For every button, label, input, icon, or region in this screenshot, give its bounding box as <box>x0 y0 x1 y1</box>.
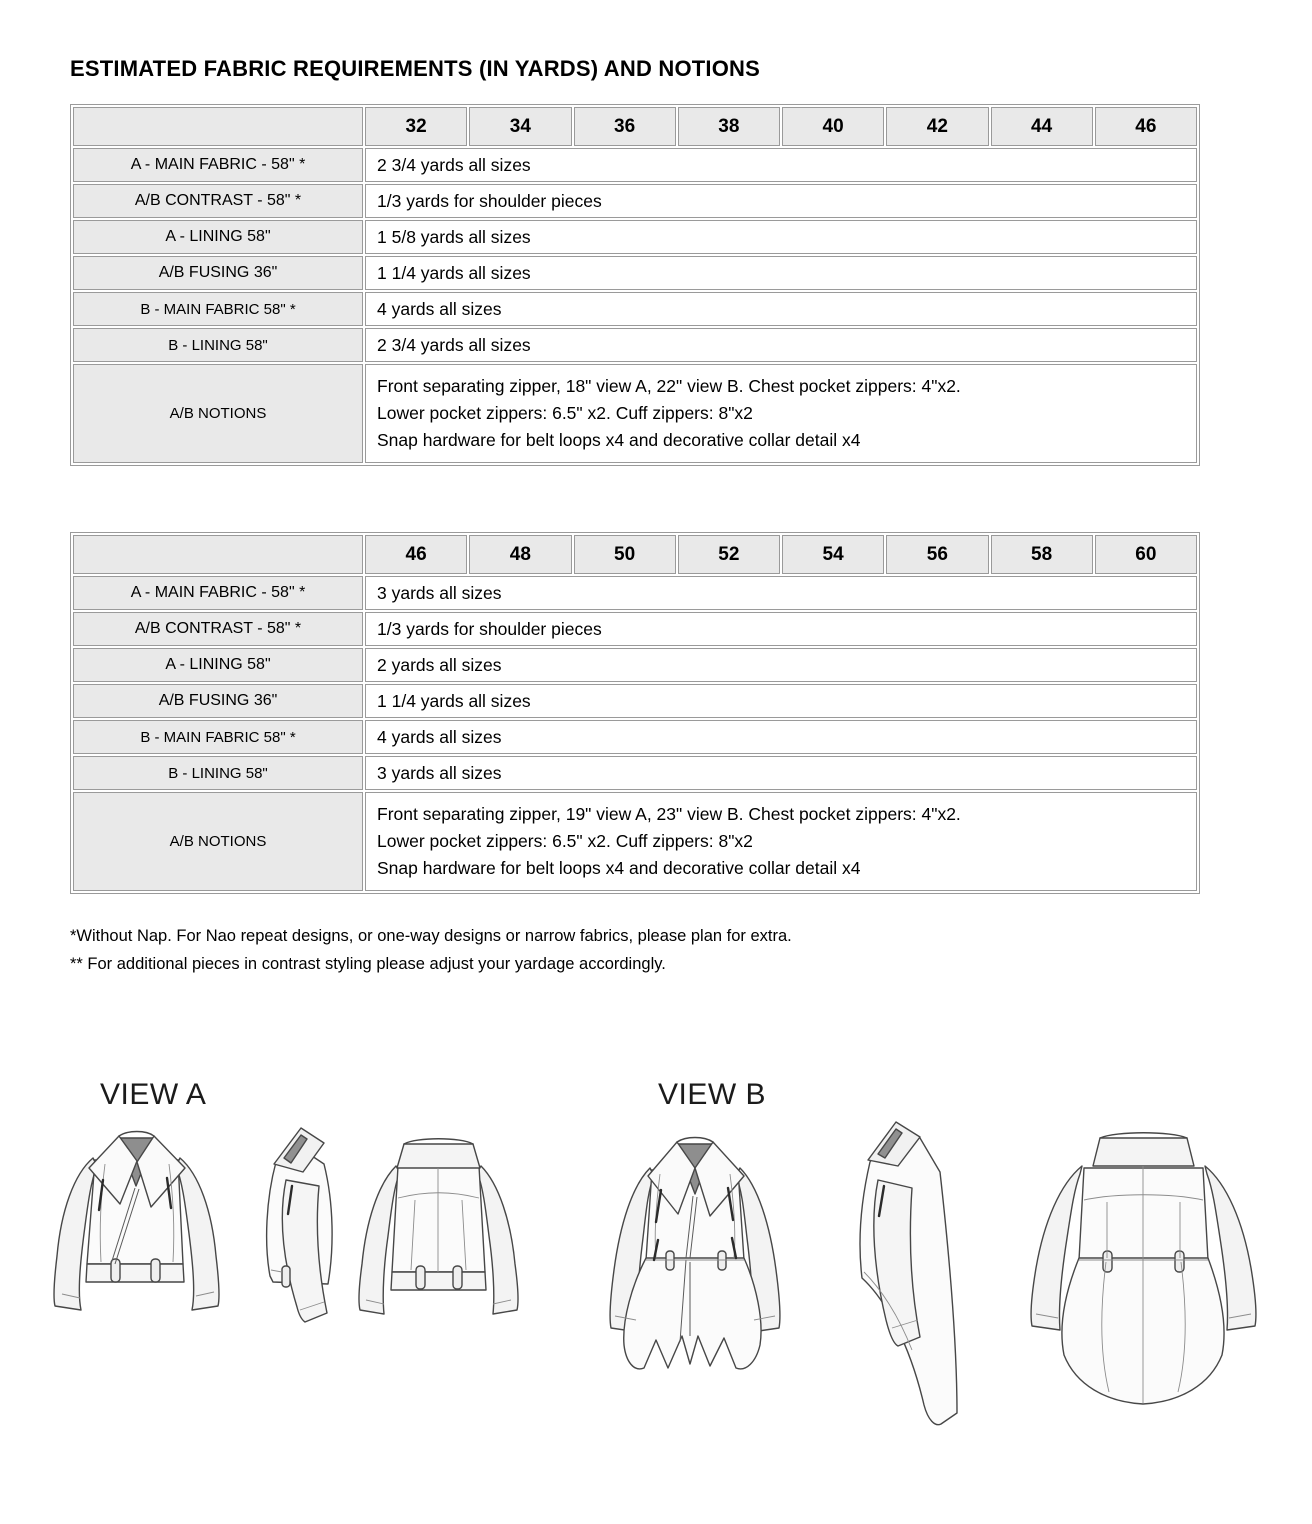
view-b-front-illustration <box>594 1110 799 1425</box>
view-a-side-illustration <box>240 1114 345 1344</box>
corner-cell <box>73 107 363 146</box>
row-label-cell: A - MAIN FABRIC - 58" * <box>73 148 363 182</box>
row-value-cell: 3 yards all sizes <box>365 756 1197 790</box>
size-header-cell: 36 <box>574 107 676 146</box>
notions-line: Lower pocket zippers: 6.5" x2. Cuff zippers: 8"x2 <box>377 831 753 851</box>
size-header-cell: 46 <box>365 535 467 574</box>
view-b-back-illustration <box>996 1110 1291 1410</box>
footnotes <box>70 922 792 978</box>
row-label-cell: A/B FUSING 36" <box>73 684 363 718</box>
view-b-side-illustration <box>828 1110 988 1440</box>
table-row-b-lining <box>73 756 1197 790</box>
table-row-a-lining <box>73 648 1197 682</box>
row-label-cell: B - MAIN FABRIC 58" * <box>73 292 363 326</box>
row-value-cell: 3 yards all sizes <box>365 576 1197 610</box>
row-label-cell: B - LINING 58" <box>73 328 363 362</box>
notions-line: Front separating zipper, 18" view A, 22" view B. Chest pocket zippers: 4"x2. <box>377 376 961 396</box>
size-header-cell: 60 <box>1095 535 1197 574</box>
size-header-cell: 32 <box>365 107 467 146</box>
size-header-cell: 46 <box>1095 107 1197 146</box>
size-header-row <box>73 535 1197 574</box>
row-label-cell: A/B CONTRAST - 58" * <box>73 184 363 218</box>
size-header-cell: 48 <box>469 535 571 574</box>
table-row-a-main-fabric <box>73 576 1197 610</box>
view-a-label: VIEW A <box>100 1078 207 1111</box>
notions-line: Front separating zipper, 19" view A, 23" view B. Chest pocket zippers: 4"x2. <box>377 804 961 824</box>
row-label-cell: A/B FUSING 36" <box>73 256 363 290</box>
size-header-cell: 56 <box>886 535 988 574</box>
table-row-a-lining <box>73 220 1197 254</box>
table-row-ab-contrast <box>73 612 1197 646</box>
row-value-cell: 2 3/4 yards all sizes <box>365 328 1197 362</box>
table-row-ab-contrast <box>73 184 1197 218</box>
fabric-requirements-table-sizes-32-46 <box>70 104 1200 466</box>
row-value-cell: 1 5/8 yards all sizes <box>365 220 1197 254</box>
row-value-cell: 2 3/4 yards all sizes <box>365 148 1197 182</box>
row-label-cell: A/B NOTIONS <box>73 792 363 891</box>
row-label-cell: B - LINING 58" <box>73 756 363 790</box>
size-header-cell: 58 <box>991 535 1093 574</box>
row-value-cell <box>365 364 1197 463</box>
row-value-cell: 4 yards all sizes <box>365 720 1197 754</box>
size-header-cell: 42 <box>886 107 988 146</box>
footnote-without-nap: *Without Nap. For Nao repeat designs, or one-way designs or narrow fabrics, please plan for extra. <box>70 927 792 945</box>
view-a-back-illustration <box>346 1114 531 1342</box>
row-value-cell: 1/3 yards for shoulder pieces <box>365 184 1197 218</box>
notions-line: Snap hardware for belt loops x4 and decorative collar detail x4 <box>377 858 861 878</box>
row-label-cell: A - LINING 58" <box>73 648 363 682</box>
row-value-cell <box>365 792 1197 891</box>
table-row-ab-fusing <box>73 256 1197 290</box>
row-value-cell: 1 1/4 yards all sizes <box>365 256 1197 290</box>
row-label-cell: A - LINING 58" <box>73 220 363 254</box>
row-label-cell: A - MAIN FABRIC - 58" * <box>73 576 363 610</box>
row-value-cell: 1/3 yards for shoulder pieces <box>365 612 1197 646</box>
table-row-b-main-fabric <box>73 720 1197 754</box>
view-a-front-illustration <box>38 1106 238 1346</box>
table-row-b-lining <box>73 328 1197 362</box>
page-title: ESTIMATED FABRIC REQUIREMENTS (IN YARDS) AND NOTIONS <box>70 56 760 81</box>
size-header-cell: 40 <box>782 107 884 146</box>
footnote-contrast-styling: ** For additional pieces in contrast styling please adjust your yardage accordingly. <box>70 955 666 973</box>
size-header-cell: 44 <box>991 107 1093 146</box>
notions-line: Lower pocket zippers: 6.5" x2. Cuff zippers: 8"x2 <box>377 403 753 423</box>
table-row-a-main-fabric <box>73 148 1197 182</box>
row-label-cell: A/B NOTIONS <box>73 364 363 463</box>
row-value-cell: 1 1/4 yards all sizes <box>365 684 1197 718</box>
notions-line: Snap hardware for belt loops x4 and decorative collar detail x4 <box>377 430 861 450</box>
row-value-cell: 2 yards all sizes <box>365 648 1197 682</box>
table-row-ab-notions <box>73 792 1197 891</box>
size-header-cell: 38 <box>678 107 780 146</box>
table-row-ab-fusing <box>73 684 1197 718</box>
row-value-cell: 4 yards all sizes <box>365 292 1197 326</box>
size-header-cell: 52 <box>678 535 780 574</box>
row-label-cell: A/B CONTRAST - 58" * <box>73 612 363 646</box>
table-row-b-main-fabric <box>73 292 1197 326</box>
view-b-label: VIEW B <box>658 1078 767 1111</box>
size-header-cell: 50 <box>574 535 676 574</box>
fabric-requirements-table-sizes-46-60 <box>70 532 1200 894</box>
table-row-ab-notions <box>73 364 1197 463</box>
size-header-row <box>73 107 1197 146</box>
corner-cell <box>73 535 363 574</box>
row-label-cell: B - MAIN FABRIC 58" * <box>73 720 363 754</box>
size-header-cell: 34 <box>469 107 571 146</box>
size-header-cell: 54 <box>782 535 884 574</box>
